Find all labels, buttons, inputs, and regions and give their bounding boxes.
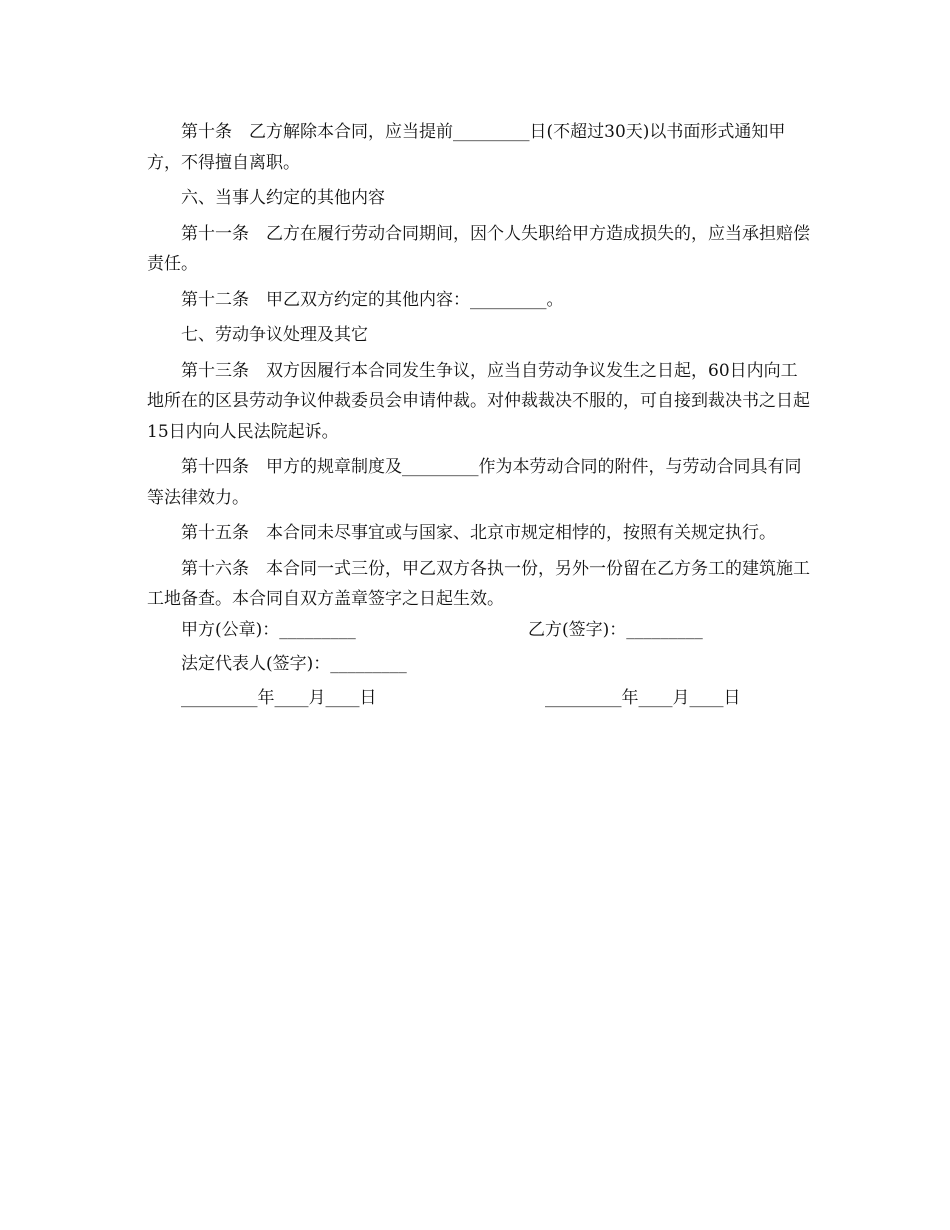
party-a-date-line: _________年____月____日 <box>181 687 377 708</box>
section-6-heading: 六、当事人约定的其他内容 <box>181 188 385 208</box>
signature-row-dates <box>147 683 812 717</box>
clause-16: 第十六条 本合同一式三份，甲乙双方各执一份，另外一份留在乙方务工的建筑施工工地备查。本合同自双方盖章签字之日起生效。 <box>147 558 810 609</box>
party-b-date-line: _________年____月____日 <box>545 687 741 708</box>
clause-10: 第十条 乙方解除本合同，应当提前_________日(不超过30天)以书面形式通知甲方，不得擅自离职。 <box>147 122 786 173</box>
clause-15: 第十五条 本合同未尽事宜或与国家、北京市规定相悖的，按照有关规定执行。 <box>181 523 776 543</box>
contract-body <box>147 117 812 717</box>
clause-11: 第十一条 乙方在履行劳动合同期间，因个人失职给甲方造成损失的，应当承担赔偿责任。 <box>147 223 810 274</box>
clause-14: 第十四条 甲方的规章制度及_________作为本劳动合同的附件，与劳动合同具有同等法律效力。 <box>147 457 802 508</box>
section-7-heading: 七、劳动争议处理及其它 <box>181 325 368 345</box>
party-b-signature-line: 乙方(签字)：_________ <box>528 619 703 640</box>
clause-13: 第十三条 双方因履行本合同发生争议，应当自劳动争议发生之日起，60日内向工地所在的区县劳动争议仲裁委员会申请仲裁。对仲裁裁决不服的，可自接到裁决书之日起15日内向人民法院起诉。 <box>147 360 810 442</box>
signature-row-legal-rep <box>147 649 812 683</box>
legal-rep-signature-line: 法定代表人(签字)：_________ <box>181 653 407 674</box>
signature-row-parties <box>147 615 812 649</box>
party-a-seal-line: 甲方(公章)：_________ <box>181 619 356 640</box>
clause-12: 第十二条 甲乙双方约定的其他内容：_________。 <box>181 289 564 310</box>
